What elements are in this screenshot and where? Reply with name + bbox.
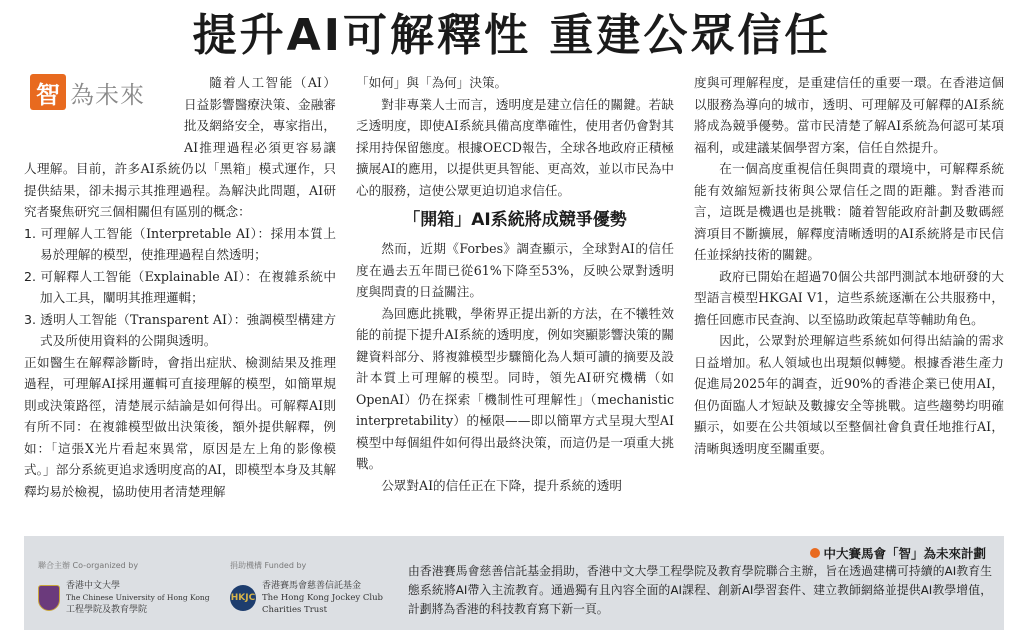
program-description: 由香港賽馬會慈善信託基金捐助，香港中文大學工程學院及教育學院聯合主辦，旨在透過建構可持續的AI教育生態系統將AI帶入主流教育。通過獨有且內容全面的AI課程、創新AI學習套件、建立教師網絡並提供AI教學增值，計劃將為香港的科技教育寫下新一頁。	[408, 564, 992, 616]
paragraph-continued: 「如何」與「為何」決策。	[356, 75, 508, 90]
paragraph-doctor-analogy: 正如醫生在解釋診斷時，會指出症狀、檢測結果及推理過程，可理解AI採用邏輯可直接理解的模型，如簡單規則或決策路徑，清楚展示結論是如何得出。可解釋AI則有所不同：在複雜模型做出決策後，額外提供解釋，例如：「這張X光片看起來異常，原因是左上角的影像模式。」部分系統更追求透明度高的AI，即模型本身及其解釋均易於檢視，協助使用者清楚理解	[24, 354, 336, 499]
paragraph-hk-advantage: 度與可理解程度，是重建信任的重要一環。在香港這個以服務為導向的城市，透明、可理解及可解釋的AI系統將成為競爭優勢。當市民清楚了解AI系統為何認可某項福利，或建議某個學習方案，信任自然提升。	[694, 75, 1004, 155]
funder-label: 捐助機構 Funded by	[230, 561, 307, 570]
article-column-1	[24, 72, 336, 502]
sponsor-footer	[24, 536, 1004, 630]
brand-spacer	[24, 72, 184, 138]
article-column-2	[356, 72, 674, 496]
cuhk-crest-icon	[38, 585, 60, 611]
headline: 提升AI可解釋性 重建公眾信任	[192, 10, 832, 61]
paragraph-intro: 隨着人工智能（AI）日益影響醫療決策、金融審批及網絡安全，專家指出，AI推理過程必須更容易讓人理解。目前，許多AI系統仍以「黑箱」模式運作，只提供結果，卻未揭示其推理過程。為解決此問題，AI研究者聚焦研究三個相關但有區別的概念：	[24, 75, 336, 219]
paragraph-hkgai: 政府已開始在超過70個公共部門測試本地研發的大型語言模型HKGAI V1，這些系統逐漸在公共服務中，擔任回應市民查詢、以至協助政策起草等輔助角色。	[694, 268, 1004, 327]
paragraph-forbes: 然而，近期《Forbes》調查顯示，全球對AI的信任度在過去五年間已從61%下降至53%，反映公眾對透明度與問責的日益關注。	[356, 241, 674, 299]
brand-mark: 智	[30, 74, 66, 110]
paragraph-academia: 為回應此挑戰，學術界正提出新的方法，在不犧牲效能的前提下提升AI系統的透明度，例如突顯影響決策的關鍵資料部分、將複雜模型步驟簡化為人類可讀的摘要及設計本質上可理解的模型。同時，領先AI研究機構（如OpenAI）仍在探索「機制性可理解性」（mechanistic interpretability）的極限——即以簡單方式呈現大型AI模型中每個組件如何得出最終決策，而這仍是一項重大挑戰。	[356, 305, 674, 471]
concept-item-3: 3. 透明人工智能（Transparent AI）：強調模型構建方式及所使用資料的公開與透明。	[24, 311, 336, 348]
series-title: 中大賽馬會「智」為未來計劃	[810, 544, 986, 562]
section-subhead: 「開箱」AI系統將成競爭優勢	[403, 210, 627, 230]
cuhk-name: 香港中文大學 The Chinese University of Hong Kong 工程學院及教育學院	[66, 581, 210, 615]
paragraph-accountability: 在一個高度重視信任與問責的環境中，可解釋系統能有效縮短新技術與公眾信任之間的距離。對香港而言，這既是機遇也是挑戰：隨着智能政府計劃及數碼經濟項目不斷擴展，解釋度清晰透明的AI系統將是市民信任並採納技術的關鍵。	[694, 161, 1004, 262]
paragraph-declining-trust: 公眾對AI的信任正在下降，提升系統的透明	[381, 477, 622, 493]
concept-item-1: 1. 可理解人工智能（Interpretable AI）：採用本質上易於理解的模型，使推理過程自然透明；	[24, 225, 336, 262]
paragraph-trust: 對非專業人士而言，透明度是建立信任的關鍵。若缺乏透明度，即使AI系統具備高度準確性，使用者仍會對其採用持保留態度。根據OECD報告，全球各地政府正積極擴展AI的應用，以提供更具智能、更高效，並以市民為中心的服務，這使公眾更迫切追求信任。	[356, 96, 674, 198]
bullet-dot-icon	[810, 548, 820, 558]
organizer-label: 聯合主辦 Co-organized by	[38, 561, 139, 570]
article-column-3	[694, 72, 1004, 459]
paragraph-demand: 因此，公眾對於理解這些系統如何得出結論的需求日益增加。私人領域也出現類似轉變。根據香港生產力促進局2025年的調查，近90%的香港企業已使用AI，但仍面臨人才短缺及數據安全等挑戰。這些趨勢均明確顯示，如要在公共領域以至整個社會負責任地推行AI，清晰與透明度至關重要。	[694, 333, 1004, 456]
cuhk-logo	[38, 580, 210, 616]
concept-item-2: 2. 可解釋人工智能（Explainable AI）：在複雜系統中加入工具，闡明其推理邏輯；	[24, 268, 336, 305]
hkjc-name: 香港賽馬會慈善信託基金 The Hong Kong Jockey Club Charities Trust	[262, 581, 383, 615]
hkjc-logo	[230, 580, 383, 616]
hkjc-emblem-icon: HKJC	[230, 585, 256, 611]
brand-text: 為未來	[70, 80, 145, 109]
concept-list	[24, 223, 336, 352]
